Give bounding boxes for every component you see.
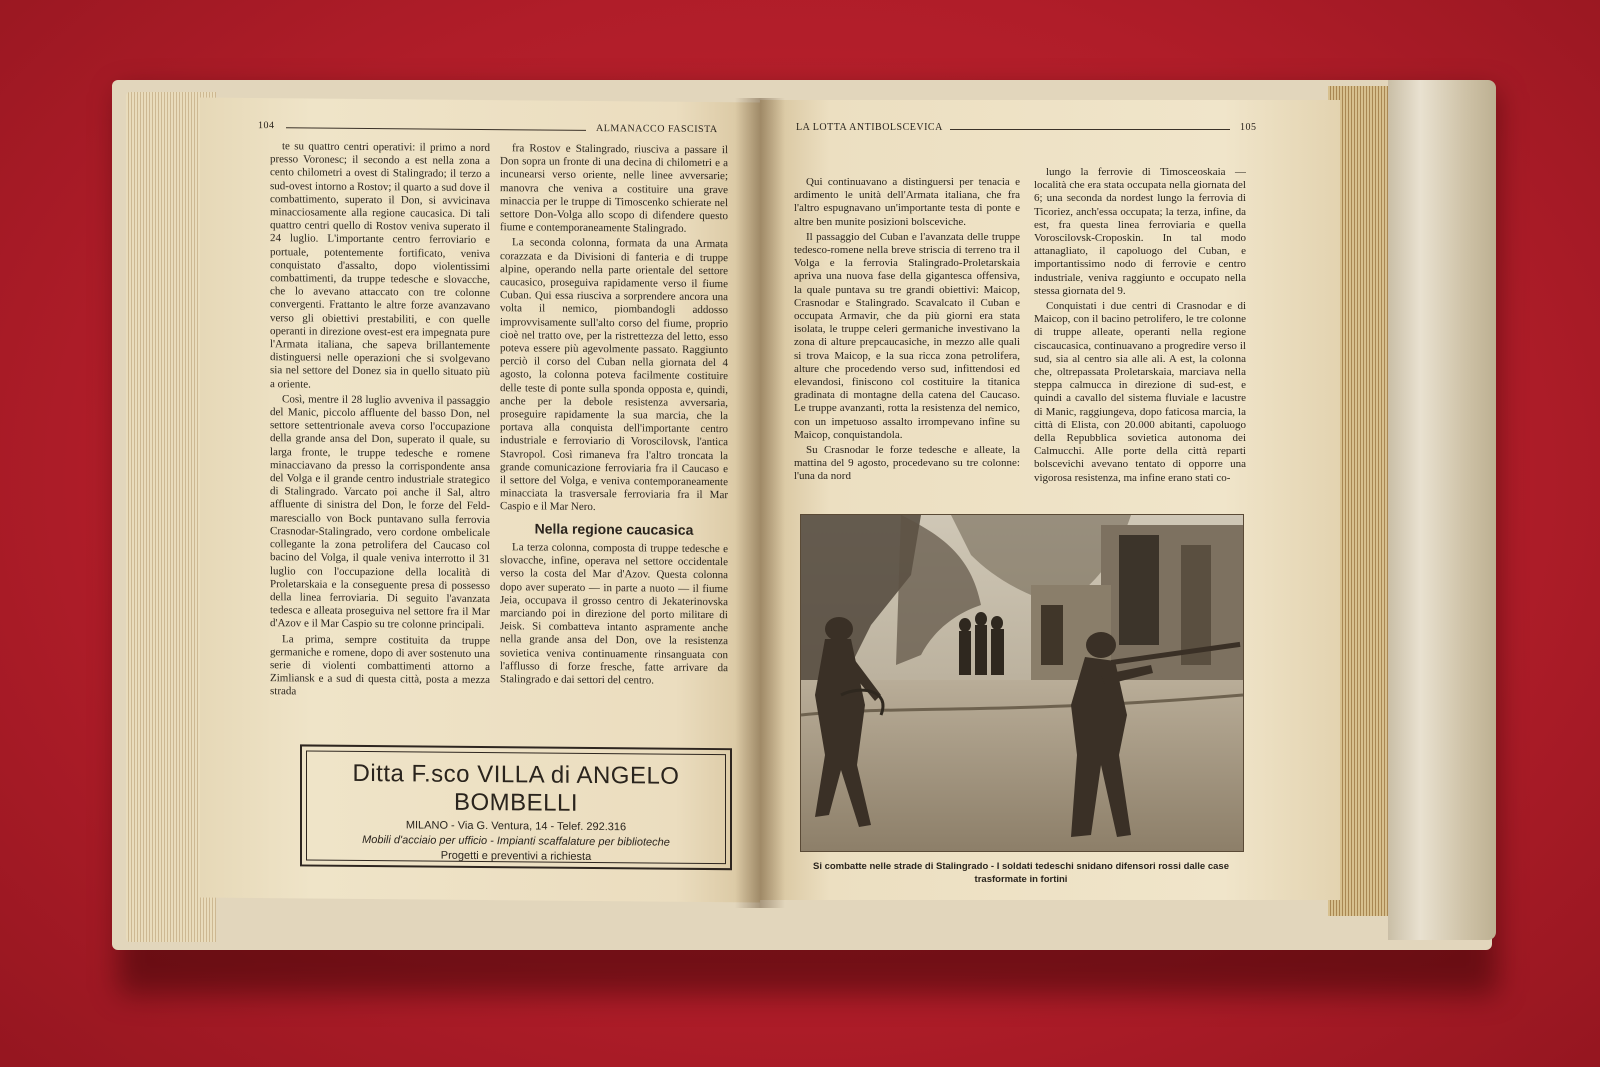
paragraph: Così, mentre il 28 luglio avveniva il passaggio del Manic, piccolo affluente del basso Don, nel settore settentrionale aveva corso l'occupazione della grande ansa del Don, superato il quale, su larga fronte, le truppe tedesche e romene minacciavano da presso la corrispondente ansa del Volga e il grande centro industriale strategico di Stalingrado. Varcato poi anche il Sal, altro affluente di sinistra del Don, le forze del Feld-maresciallo von Bock puntavano sulla ferrovia Crasnodar-Stalingrado, vero cordone ombelicale collegante la zona petrolifera del Caucaso col bacino del Volga, il quale veniva interrotto il 31 luglio con l'occupazione della località di Proletarskaia e la conseguente presa di possesso della linea ferroviaria. Di seguito l'avanzata tedesca e alleata proseguiva nel settore fra il Mar d'Azov e il Mar Caspio su tre colonne principali.: [270, 393, 490, 632]
running-head-right: LA LOTTA ANTIBOLSCEVICA: [796, 122, 943, 133]
paragraph: La seconda colonna, formata da una Armata corazzata e da Divisioni di fanteria e di truppe alpine, operando nella parte orientale del settore caucasico, proseguiva rapidamente verso il fiume Cuban. Qui essa riusciva a sorprendere ancora una volta il nemico, piombandogli addosso improvvisamente sull'alto corso del fiume, proprio cioè nel tratto ove, per la ristrettezza del letto, esso poteva essere più agevolmente passato. Raggiunto perciò il corso del Cuban nella giornata del 4 agosto, la colonna poteva facilmente costituire delle teste di ponte sulla sponda opposta e, quindi, anche per la debole resistenza avversaria, proseguire rapidamente la sua marcia, che la portava alla conquista dell'importante centro industriale e ferroviario di Voroscilovsk, l'antica Stavropol. Così rimaneva fra l'altro troncata la grande comunicazione ferroviaria fra il Caucaso e il settore del Volga, e veniva contemporaneamente minacciata la trasversale ferroviaria fra il Mar Caspio e il Mar Nero.: [500, 236, 728, 514]
running-head-left: ALMANACCO FASCISTA: [596, 123, 718, 136]
page-number-right: 105: [1240, 122, 1257, 133]
paragraph: La prima, sempre costituita da truppe germaniche e romene, dopo di aver sostenuto una serie di violenti combattimenti attorno a Zimliansk e a sud di questa città, posta a mezza strada: [270, 632, 490, 698]
paragraph: Su Crasnodar le forze tedesche e alleate, la mattina del 9 agosto, procedevano su tre colonne: l'una da nord: [794, 444, 1020, 483]
header-rule: [286, 127, 586, 131]
right-column-1: [794, 176, 1020, 502]
book-spine: [1388, 80, 1496, 940]
book-gutter: [735, 98, 785, 908]
paragraph: Conquistati i due centri di Crasnodar e di Maicop, con il bacino petrolifero, le tre colonne di truppe alleate, operanti nella regione ciscaucasica, continuavano a progredire verso il sud, sia al centro sia alle ali. A est, la colonna che, oltrepassata Proletarskaia, marciava nella steppa calmucca in direzione di sud-est, e quindi a cavallo del sistema fluviale e lacustre di Manic, raggiungeva, dopo faticosa marcia, la città di Elista, con 20.000 abitanti, capoluogo della Repubblica sovietica autonoma dei Calmucchi. Alle porte della città reparti bolscevichi avevano tentato di opporre una vigorosa resistenza, ma infine erano stati co-: [1034, 300, 1246, 484]
soldiers-street-image: [801, 515, 1243, 851]
left-page: [200, 98, 760, 903]
ad-footer: Progetti e preventivi a richiesta: [440, 849, 592, 863]
ad-title: Ditta F.sco VILLA di ANGELO BOMBELLI: [352, 759, 680, 817]
left-column-1: [270, 140, 490, 742]
paragraph: fra Rostov e Stalingrado, riusciva a passare il Don sopra un fronte di una decina di chilometri e a incunearsi verso oriente, nelle linee avversarie; manovra che veniva a costituire una grave minaccia per le truppe di Timoscenko schierate nel settore Don-Volga allo scopo di difendere questo fiume e contemporaneamente Stalingrado.: [500, 142, 728, 236]
left-column-2: [500, 142, 728, 744]
photo-caption: Si combatte nelle strade di Stalingrado - I soldati tedeschi snidano difensori rossi dalle case trasformate in fortini: [812, 861, 1229, 885]
ad-tagline: Mobili d'acciaio per ufficio - Impianti scaffalature per biblioteche: [362, 833, 670, 849]
paragraph: te su quattro centri operativi: il primo a nord presso Voronesc; il secondo a est nella zona a cento chilometri a ovest di Stalingrado; il terzo a sud-ovest intorno a Rostov; il quarto a sud dove il combattimento, superato il Don, si avvicinava minacciosamente alla regione caucasica. Di tali quattro centri quello di Rostov veniva superato il 24 luglio. L'importante centro ferroviario e portuale, potentemente fortificato, veniva conquistato d'assalto, dopo violentissimi combattimenti, da truppe tedesche e slovacche, che lo avevano attaccato con tre colonne convergenti. Frattanto le altre forze avanzavano verso gli obiettivi prestabiliti, e con quelle operanti in direzione ovest-est era impegnata pure l'Armata italiana, che sapeva brillantemente distinguersi nelle operazioni che si svolgevano sia nel settore del Donez sia in quello situato più a oriente.: [270, 140, 490, 391]
advertisement: [300, 744, 732, 870]
paragraph: Il passaggio del Cuban e l'avanzata delle truppe tedesco-romene nella breve striscia di terreno tra il Volga e la ferrovia Stalingrado-Proletarskaia apriva una nuova fase della gigantesca offensiva, la quale puntava su tre grandi obiettivi: Maicop, Crasnodar e Stalingrado. Scavalcato il Cuban e occupata Armavir, che da più giorni era stata isolata, le truppe celeri germaniche investivano la zona di alture prepcaucasiche, in mezzo alle quali si trova Maicop, e la sua ricca zona petrolifera, alture che procedendo verso sud, infittendosi ed elevandosi, finiscono col costituire la titanica gradinata di montagne della catena del Caucaso. Le truppe avanzanti, rotta la resistenza del nemico, con un impetuoso assalto irrompevano infine su Maicop, conquistandola.: [794, 230, 1020, 441]
page-number-left: 104: [258, 120, 275, 132]
war-photograph: [800, 514, 1244, 852]
paragraph: lungo la ferrovie di Timosceoskaia — località che era stata occupata nella giornata del 6; una seconda da nordest lungo la ferrovia di Ticoriez, anch'essa occupata; la terza, infine, da est, fra questa linea ferroviaria e quella Voroscilovsk-Croposkin. In tal modo attanagliato, il capoluogo del Cuban, e importantissimo nodo di ferrovie e centro industriale, veniva raggiunto e occupato nella stessa giornata del 9.: [1034, 166, 1246, 297]
paragraph: La terza colonna, composta di truppe tedesche e slovacche, infine, operava nel settore occidentale verso la costa del Mar d'Azov. Questa colonna dopo aver superato — in parte a nuoto — il fiume Jeia, occupava il grosso centro di Jekaterinovska marciando poi in direzione del porto militare di Jeisk. Si combatteva intanto aspramente anche nella grande ansa del Don, ove la resistenza sovietica veniva continuamente rinsanguata con l'afflusso di forze fresche, fatte arrivare da Stalingrado e dai settori del centro.: [500, 541, 728, 687]
advertisement-frame: [306, 750, 726, 864]
section-heading: Nella regione caucasica: [534, 520, 694, 538]
ad-address: MILANO - Via G. Ventura, 14 - Telef. 292.316: [405, 819, 627, 834]
right-page: [760, 100, 1340, 900]
right-column-2: [1034, 166, 1246, 502]
paragraph: Qui continuavano a distinguersi per tenacia e ardimento le unità dell'Armata italiana, che fra l'altro espugnavano un'importante testa di ponte e altre ben munite posizioni bolsceviche.: [794, 176, 1020, 228]
header-rule: [950, 129, 1230, 130]
